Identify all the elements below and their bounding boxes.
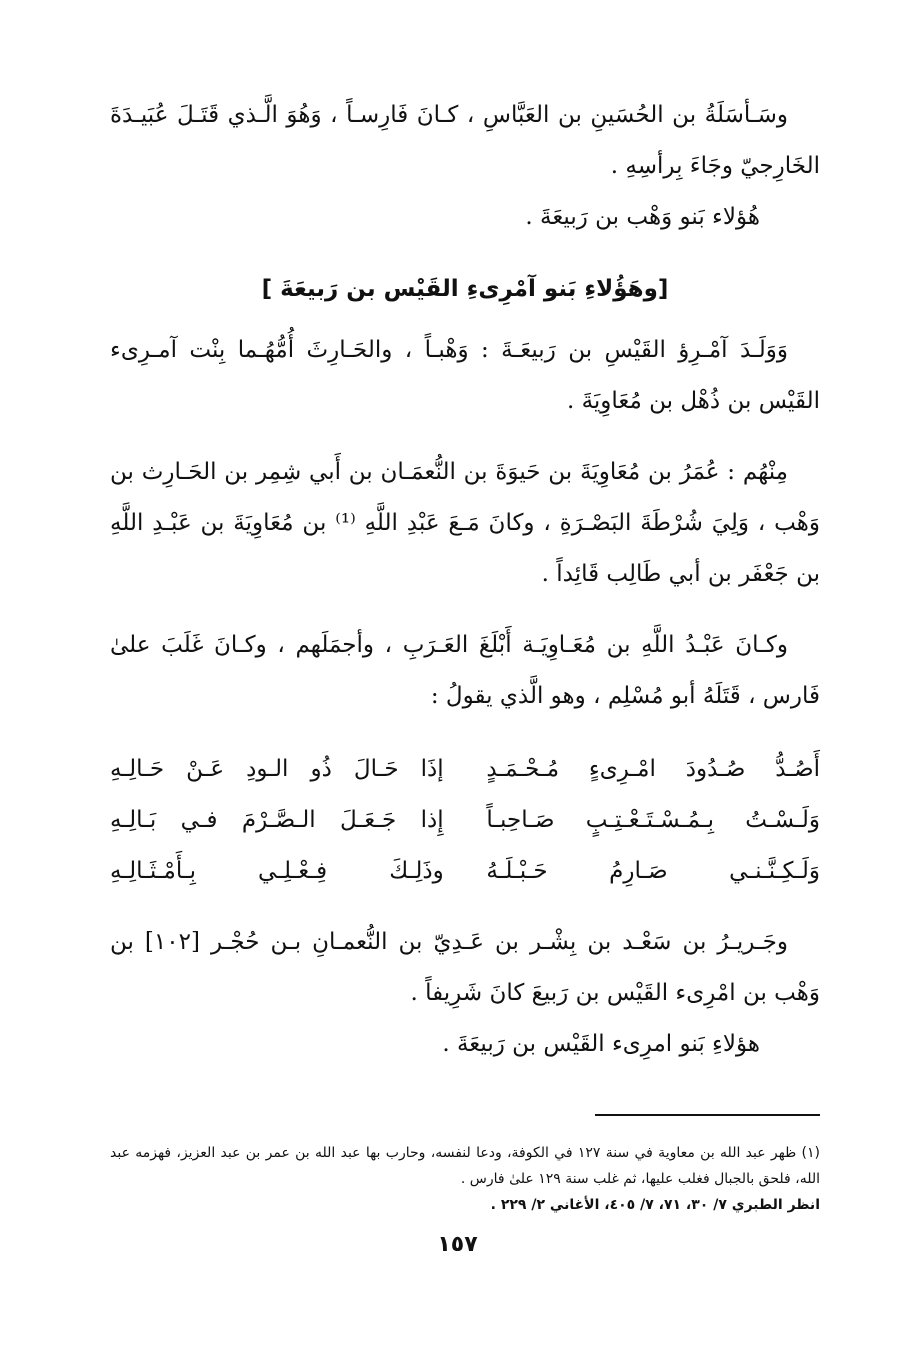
section-heading: [وهَؤُلاءِ بَنو آمْرِىءِ القَيْس بن رَبيعَةَ ] bbox=[261, 276, 669, 302]
footnote-1-text: (١) ظهر عبد الله بن معاوية في سنة ١٢٧ في الكوفة، ودعا لنفسه، وحارب بها عبد الله بن عمر بن عبد العزيز، فهزمه عبد الله، فلحق بالجبال فغلب عليها، ثم غلب سنة ١٢٩ علىٰ فارس . bbox=[110, 1145, 820, 1187]
poem-verse bbox=[110, 846, 820, 897]
verse-second-hemistich: إذَا حَـالَ ذُو الـودِ عَـنْ حَـالِـهِ bbox=[110, 756, 444, 782]
verse-first-hemistich: وَلَـسْـتُ بِـمُـسْـتَـعْـتِـبٍ صَـاحِبـاً bbox=[486, 807, 820, 833]
verse-second-hemistich: إِذا جَـعَـلَ الـصَّـرْمَ فـي بَـالِـهِ bbox=[110, 807, 444, 833]
paragraph-imru-alqays-sons: وَوَلَـدَ آمْـرِؤ القَيْسِ بن رَبيعَـةَ : وَهْبـاً ، والحَـارِثَ أُمُّهُـما بِنْت آمـرِىء القَيْس بن ذُهْل بن مُعَاوِيَةَ . bbox=[110, 337, 820, 414]
footnote-1-reference: انظر الطبري ٧/ ٣٠، ٧١، ٧/ ٤٠٥، الأغاني ٢/ ٢٢٩ . bbox=[490, 1197, 820, 1213]
verse-second-hemistich: وذَلِـكَ فِـعْـلِـي بِـأَمْـثَـالِـهِ bbox=[110, 858, 444, 884]
footnotes bbox=[110, 1140, 820, 1218]
poem-verse bbox=[110, 795, 820, 846]
summary-banu-wahb: هُؤلاء بَنو وَهْب بن رَبيعَةَ . bbox=[525, 204, 760, 230]
verse-first-hemistich: وَلَـكِـنَّـنـي صَـارِمُ حَـبْـلَـهُ bbox=[486, 858, 820, 884]
footnote-divider bbox=[595, 1114, 820, 1116]
paragraph-umar-bin-muawiya: مِنْهُم : عُمَرُ بن مُعَاوِيَةَ بن حَيوَةَ بن النُّعمَـان بن أَبي شِمِر بن الحَـارِث بن وَهْب ، وَلِيَ شُرْطَةَ البَصْـرَةِ ، وكانَ مَـعَ عَبْدِ اللَّهِ ⁽¹⁾ بن مُعَاوِيَةَ بن عَبْـدِ اللَّهِ بن جَعْفَر بن أبي طَالِب قَائِداً . bbox=[110, 459, 820, 587]
poem-verse bbox=[110, 744, 820, 795]
paragraph-abdullah-bin-muawiya: وكـانَ عَبْـدُ اللَّهِ بن مُعَـاوِيَـة أَبْلَغَ العَـرَبِ ، وأجمَلَهم ، وكـانَ غَلَبَ علىٰ فَارس ، قَتَلَهُ أبو مُسْلِم ، وهو الَّذي يقولُ : bbox=[110, 632, 820, 709]
summary-banu-imru-alqays: هؤلاءِ بَنو امرِىء القَيْس بن رَبيعَةَ . bbox=[442, 1031, 760, 1057]
paragraph-wasalah: وسَـأسَلَةُ بن الحُسَينِ بن العَبَّاسِ ، كـانَ فَارِسـاً ، وَهُوَ الَّـذي قَتَـلَ عُبَيـدَةَ الخَارِجيّ وجَاءَ بِرأسِهِ . bbox=[110, 102, 820, 179]
poem bbox=[110, 744, 820, 897]
verse-first-hemistich: أَصُـدُّ صُـدُودَ امْـرِىءٍ مُـحْـمَـدٍ bbox=[486, 756, 820, 782]
page-number: ١٥٧ bbox=[437, 1232, 478, 1257]
paragraph-jarir-bin-sad: وجَـريـرُ بن سَعْـد بن بِشْـر بن عَـدِيّ بن النُّعمـانِ بـن حُجْـر [١٠٢] بن وَهْب بن امْرِىء القَيْس بن رَبيعَ كانَ شَرِيفاً . bbox=[110, 929, 820, 1006]
